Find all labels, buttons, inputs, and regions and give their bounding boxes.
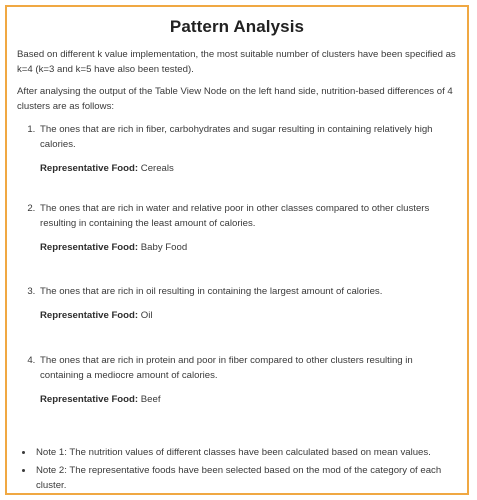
representative-food bbox=[40, 240, 457, 255]
cluster-description: 1. The ones that are rich in fiber, carbohydrates and sugar resulting in containing relatively high calories. bbox=[40, 124, 433, 150]
intro-paragraph-table-view: After analysing the output of the Table View Node on the left hand side, nutrition-based differences of 4 clusters are as follows: bbox=[17, 86, 453, 112]
cluster-description: 4. The ones that are rich in protein and poor in fiber compared to other clusters resulting in containing a mediocre amount of calories. bbox=[40, 355, 413, 381]
representative-food-value: Oil bbox=[140, 310, 153, 321]
note-item: • Note 2: The representative foods have been selected based on the mod of the category of each cluster. bbox=[34, 463, 457, 493]
cluster-item bbox=[38, 353, 457, 407]
representative-food bbox=[40, 308, 457, 323]
representative-food-value: Cereals bbox=[140, 163, 174, 174]
representative-food bbox=[40, 392, 457, 407]
representative-food-label: Representative Food: bbox=[40, 242, 139, 253]
cluster-item bbox=[38, 122, 457, 176]
cluster-description: 3. The ones that are rich in oil resulting in containing the largest amount of calories. bbox=[40, 286, 383, 297]
representative-food bbox=[40, 161, 457, 176]
panel-title: Pattern Analysis bbox=[169, 17, 305, 36]
pattern-analysis-panel bbox=[5, 5, 469, 495]
cluster-description: 2. The ones that are rich in water and relative poor in other classes compared to other clusters resulting in containing the least amount of calories. bbox=[40, 203, 430, 229]
cluster-item bbox=[38, 284, 457, 323]
representative-food-value: Beef bbox=[140, 394, 161, 405]
cluster-list bbox=[17, 122, 457, 407]
representative-food-label: Representative Food: bbox=[40, 163, 139, 174]
representative-food-label: Representative Food: bbox=[40, 394, 139, 405]
cluster-item bbox=[38, 201, 457, 255]
notes-list bbox=[17, 445, 457, 493]
note-item: • Note 1: The nutrition values of different classes have been calculated based on mean values. bbox=[34, 445, 457, 460]
representative-food-value: Baby Food bbox=[140, 242, 188, 253]
representative-food-label: Representative Food: bbox=[40, 310, 139, 321]
intro-paragraph-clusters: Based on different k value implementation, the most suitable number of clusters have been specified as k=4 (k=3 and k=5 have also been tested). bbox=[17, 49, 456, 75]
